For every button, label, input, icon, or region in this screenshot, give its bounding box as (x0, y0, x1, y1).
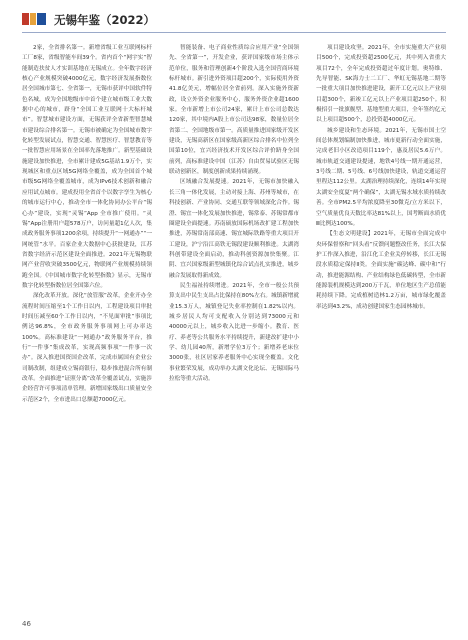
paragraph: 项目建设攻坚。2021年，全市实施重大产业项目500个，完成投资超2500亿元，其中列入省重大项目72个，全年完成投资超过年度计划。奥特维、先导智能、SK海力士二工厂、华虹无锡基地二期等一批重大项目加快推进建设，新开工亿元以上产业项目超300个，新竣工亿元以上产业项目超250个。积极招引一批旗舰型、基地型重大项目，全年签约亿元以上项目超500个，总投资超4000亿元。 (316, 45, 446, 124)
article-columns (22, 43, 446, 620)
logo-stripe-orange (30, 13, 36, 25)
text-column-1 (22, 43, 152, 620)
paragraph: 城乡建设和生态环境。2021年，无锡市国土空间总体规划编制加快推进，城市更新行动全面实施，完成老旧小区改造项目119个，惠及居民5.6万户。城市轨道交通建设提速，地铁4号线一期开通运营，3号线二期、5号线、6号线加快建设，轨道交通运营里程达112公里。太湖治理持续深化，连续14年实现太湖安全度夏“两个确保”，太湖无锡水域水质持续改善。全市PM2.5平均浓度降至30微克/立方米以下，空气质量优良天数比率达81%以上，国考断面水质优Ⅲ比例达100%。 (316, 127, 446, 227)
logo-stripe-blue (37, 13, 46, 25)
text-column-3 (316, 43, 446, 620)
paragraph: 智能装备、电子商业性质综合应用产业“全国领先、全省第一”，开发企业，获评国家级市场主体示范单位，服务和管理创新4个阶段入选全国营商环境标杆城市。新引进外资项目超200个，实际使用外资41.8亿美元，增幅位居全省前列。深入实施外资新政，设立外资企业服务中心，服务外资企业超1600家。全市新增上市公司24家，累计上市公司总数达120家，其中境内A股上市公司达98家，数量位居全省第二、全国地级市第一。高质量推进国家级开发区建设，无锡高新区在国家级高新区综合排名中位列全国第10位，宜兴经济技术开发区综合评价跻身全国前列，高标准建设中国（江苏）自由贸易试验区无锡联动创新区，制度创新成果持续涌现。 (169, 45, 299, 176)
logo-stripe-red (22, 13, 29, 25)
paragraph: 2家，全省排名第一。新增省级工业互联网标杆工厂8家，省级智能车间39个。省内首个“网宇实”智能制造扶贫人才实训基地在无锡成立。全年数字经济核心产业规模突破4000亿元，数字经济发展指数位居全国城市第七、全省第一，无锡市获评中国软件特色名城，成为全国地级市中首个建立城市级工业大数据中心的城市，跻身“全国工业互联网十大标杆城市”。智慧城市建设方面，无锡获评全省新型智慧城市建设综合排名第一。无锡市被确定为全国城市数字化转型发展试点，智慧交通、智慧医疗、智慧教育等一批智慧应用场景在全国率先落地推广。新型基础设施建设加快推进，全市累计建成5G基站1.9万个，实现城区和重点区域5G网络全覆盖，成为全国首个城市级5G网络全覆盖城市，成为IPv6技术创新和融合应用试点城市。建成投用全省首个以数字孪生为核心的城市运行中心，推动全市一体化协同办公平台“锡心办”建设，实现“灵锡”App 全市推广使用。“灵锡”App注册用户超578万户，访问量超1亿人次，集成政务服务事项1200余项，持续提升“一网通办”“一网统管”水平。百家企业大数据中心获批建设，江苏省数字经济示范区建设全面推进。2021年无锡物联网产业营收突破3500亿元，物联网产业规模持续领跑全国。《中国城市数字化转型指数》显示，无锡市数字化转型指数位居全国第六位。 (22, 45, 152, 289)
page-header (0, 0, 468, 38)
page-number: 46 (22, 620, 31, 628)
paragraph: 深化改革开放。深化“放管服”改革，企业开办全流程时间压缩至1个工作日以内，工程建设项目审批时间压减至60个工作日以内，“不见面审批”事项比例达96.8%，全市政务服务事项网上可办率达100%。高标准建设“一网通办”政务服务平台，推行“一件事”集成改革，实现高频事项“一件事一次办”。深入推进国资国企改革，完成市属国有企业公司制改制，组建成立锡商银行，稳步推进混合所有制改革。全面推进“证照分离”改革全覆盖试点，实施涉企经营许可事项清单管理。新增国家级出口质量安全示范区2个，全市进出口总额超7000亿元。 (22, 293, 152, 403)
paragraph: 民生福祉持续增进。2021年，全市一般公共预算支出中民生支出占比保持在80%左右。城镇新增就业15.3万人，城镇登记失业率控制在1.82%以内。城乡居民人均可支配收入分别达到73000元和40000元以上，城乡收入比进一步缩小。教育、医疗、养老等公共服务水平持续提升，新建改扩建中小学、幼儿园40所，新增学位3万个；新增养老床位3000张，社区居家养老服务中心实现全覆盖。文化事业繁荣发展，成功举办太湖文化论坛、无锡国际马拉松等重大活动。 (169, 282, 299, 382)
paragraph: 区域融合发展提速。2021年，无锡市加快融入长三角一体化发展，主动对接上海、苏州等城市，在科技创新、产业协同、交通互联等领域深化合作。锡澄、锡宜一体化发展加快推进，锡常泰、苏锡常都市圈建设全面提速。苏南硕放国际机场改扩建工程加快推进，苏锡常南部高速、锡宜城际铁路等重大项目开工建设，沪宁沿江高铁无锡段建设顺利推进。太湖湾科创带建设全面启动，推动科创资源加快集聚。江阴、宜兴国家级新型城镇化综合试点扎实推进，城乡融合发展取得新成效。 (169, 179, 299, 279)
yearbook-title: 无锡年鉴（2022） (54, 13, 156, 27)
text-column-2 (169, 43, 299, 620)
header-divider (22, 32, 446, 33)
yearbook-logo-icon (22, 13, 48, 25)
paragraph: 【生态文明建设】2021年，无锡市全面完成中央环保督察和“回头看”反馈问题整改任务，长江大保护工作深入推进，沿江化工企业关停转移，长江无锡段水质稳定保持Ⅱ类。全面实施“碳达峰、碳中和”行动，推进能源结构、产业结构绿色低碳转型，全市新能源装机规模达到200万千瓦，单位地区生产总值能耗持续下降。完成植树造林1.2万亩，城市绿化覆盖率达到43.2%，成功创建国家生态园林城市。 (316, 231, 446, 310)
